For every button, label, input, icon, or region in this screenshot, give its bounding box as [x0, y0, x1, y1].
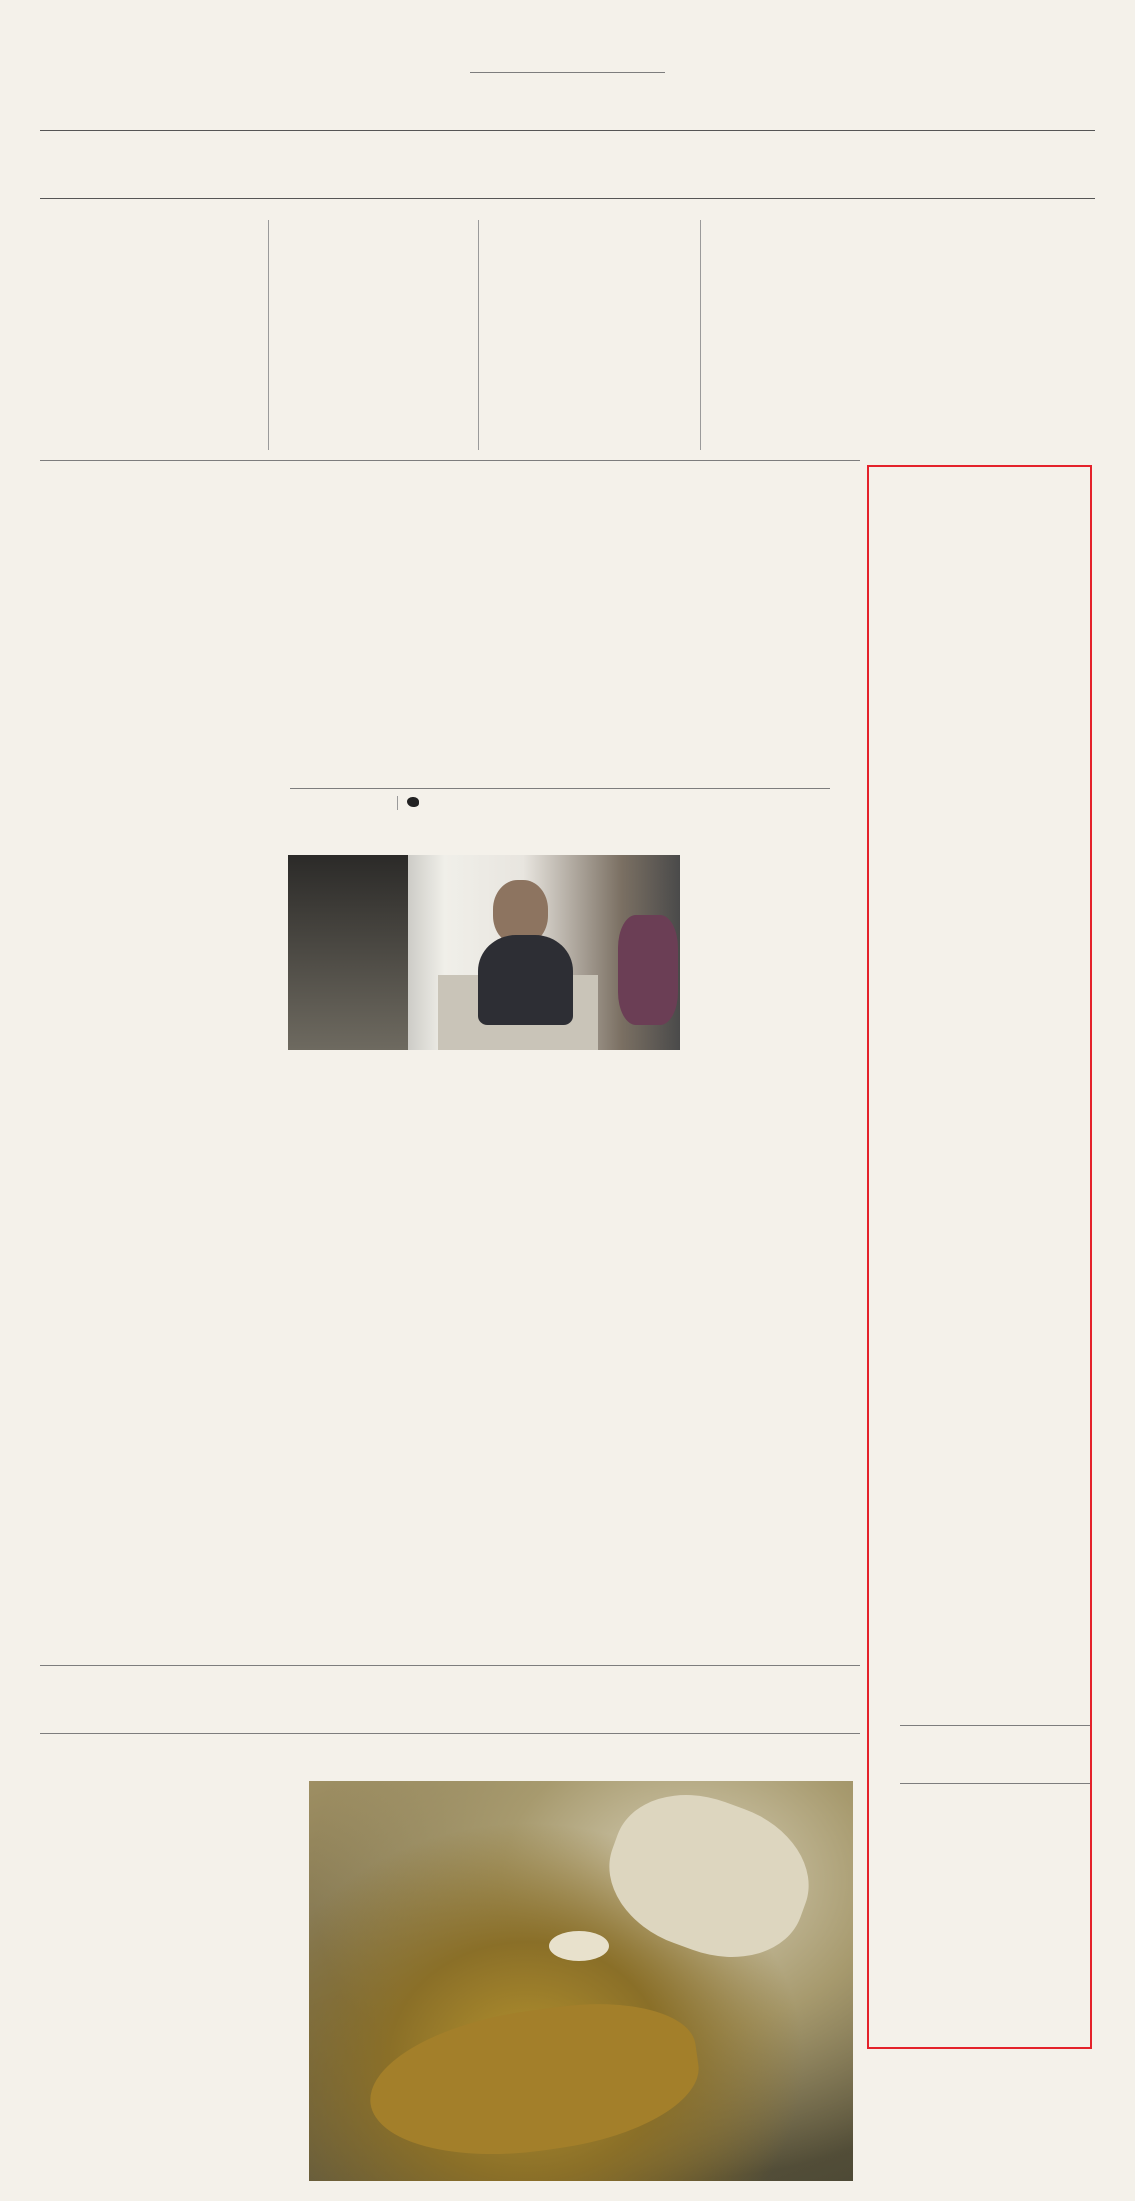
story2-top-rule	[40, 1665, 860, 1666]
brief-divider	[268, 220, 269, 450]
breves-bottom-rule	[40, 460, 860, 461]
main-story-column-2	[290, 1075, 470, 1620]
brief-tuso	[284, 223, 459, 233]
twitter-icon	[407, 797, 419, 807]
story2-deck-rule	[40, 1733, 860, 1734]
byline-divider	[397, 796, 398, 810]
brief-divider	[700, 220, 701, 450]
twitter-handle	[407, 797, 423, 809]
main-story-column-4	[680, 1030, 860, 1620]
masthead-rule	[40, 130, 1095, 131]
spacer	[293, 2190, 303, 2191]
brief-divider	[478, 220, 479, 450]
sidebar-stat-rule	[900, 1783, 1090, 1784]
brief-santrich	[493, 223, 675, 233]
courtroom-photo	[288, 855, 680, 1050]
sidebar-sign-rule	[900, 1725, 1090, 1726]
byline-rule	[290, 788, 830, 789]
brief-santoyo	[715, 223, 1090, 231]
main-story-column-1	[47, 590, 275, 1620]
sidebar-highlight-box	[867, 465, 1092, 2049]
date-rule	[470, 72, 665, 73]
breves-rule	[40, 198, 1095, 199]
brief-murga	[46, 223, 231, 233]
main-story-column-3	[485, 1075, 667, 1620]
story2-column-1	[47, 1790, 293, 2201]
dead-cattle-photo	[309, 1781, 853, 2181]
